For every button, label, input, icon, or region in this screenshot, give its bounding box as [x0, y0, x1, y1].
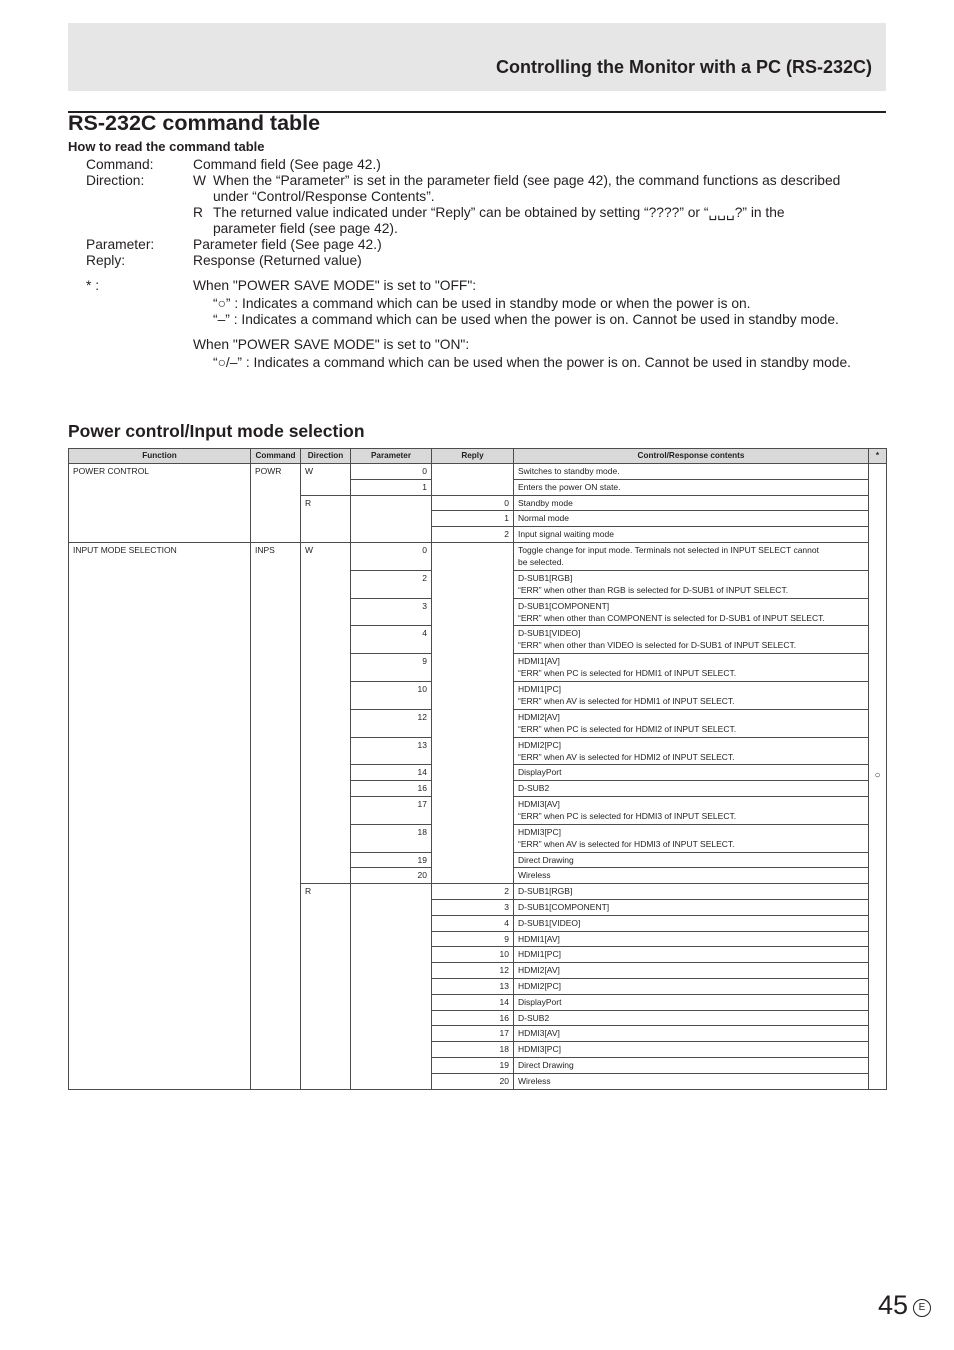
direction-cell: R — [301, 495, 351, 542]
contents-cell: HDMI3[AV] “ERR” when PC is selected for HDMI3 of INPUT SELECT. — [514, 796, 869, 824]
contents-cell: D-SUB1[RGB] “ERR” when other than RGB is selected for D-SUB1 of INPUT SELECT. — [514, 570, 869, 598]
parameter-cell: 20 — [351, 868, 432, 884]
reply-cell: 2 — [432, 884, 514, 900]
contents-cell: HDMI3[PC] — [514, 1042, 869, 1058]
header-reply: Reply — [432, 449, 514, 464]
power-save-on-line1: “○/–” : Indicates a command which can be used when the power is on. Cannot be used in standby mode. — [213, 355, 851, 370]
parameter-cell — [351, 884, 432, 1089]
power-save-off-line2: “–” : Indicates a command which can be used when the power is on. Cannot be used in standby mode. — [213, 312, 839, 327]
contents-cell: DisplayPort — [514, 994, 869, 1010]
parameter-cell: 16 — [351, 781, 432, 797]
contents-cell: HDMI2[PC] — [514, 978, 869, 994]
reply-cell: 14 — [432, 994, 514, 1010]
contents-cell: HDMI2[PC] “ERR” when AV is selected for HDMI2 of INPUT SELECT. — [514, 737, 869, 765]
parameter-cell: 0 — [351, 542, 432, 570]
contents-cell: HDMI3[AV] — [514, 1026, 869, 1042]
command-cell: INPS — [251, 542, 301, 1089]
reply-label: Reply: — [86, 253, 126, 268]
reply-cell: 18 — [432, 1042, 514, 1058]
contents-cell: HDMI1[PC] — [514, 947, 869, 963]
direction-r-letter: R — [193, 205, 203, 220]
parameter-cell: 18 — [351, 824, 432, 852]
power-save-on-heading: When "POWER SAVE MODE" is set to "ON": — [193, 337, 470, 352]
howto-heading: How to read the command table — [68, 139, 265, 154]
contents-cell: D-SUB2 — [514, 781, 869, 797]
header-command: Command — [251, 449, 301, 464]
direction-r-line2: parameter field (see page 42). — [213, 221, 398, 236]
reply-cell: 17 — [432, 1026, 514, 1042]
command-table — [68, 448, 887, 1090]
reply-cell: 12 — [432, 963, 514, 979]
star-label: * : — [86, 278, 100, 293]
contents-cell: Direct Drawing — [514, 1057, 869, 1073]
reply-cell: 13 — [432, 978, 514, 994]
reply-cell — [432, 542, 514, 883]
contents-cell: Enters the power ON state. — [514, 479, 869, 495]
command-cell: POWR — [251, 464, 301, 543]
parameter-cell: 19 — [351, 852, 432, 868]
parameter-cell: 4 — [351, 626, 432, 654]
reply-cell — [432, 464, 514, 496]
contents-cell: HDMI2[AV] “ERR” when PC is selected for HDMI2 of INPUT SELECT. — [514, 709, 869, 737]
parameter-cell: 0 — [351, 464, 432, 480]
parameter-cell: 2 — [351, 570, 432, 598]
contents-cell: D-SUB1[VIDEO] “ERR” when other than VIDEO is selected for D-SUB1 of INPUT SELECT. — [514, 626, 869, 654]
contents-cell: HDMI1[AV] “ERR” when PC is selected for HDMI1 of INPUT SELECT. — [514, 654, 869, 682]
direction-cell: W — [301, 464, 351, 496]
contents-cell: Toggle change for input mode. Terminals not selected in INPUT SELECT cannot be selected. — [514, 542, 869, 570]
header-direction: Direction — [301, 449, 351, 464]
command-text: Command field (See page 42.) — [193, 157, 381, 172]
contents-cell: D-SUB2 — [514, 1010, 869, 1026]
table-row — [69, 542, 887, 570]
parameter-label: Parameter: — [86, 237, 155, 252]
header-parameter: Parameter — [351, 449, 432, 464]
contents-cell: D-SUB1[COMPONENT] “ERR” when other than COMPONENT is selected for D-SUB1 of INPUT SELECT. — [514, 598, 869, 626]
parameter-cell: 17 — [351, 796, 432, 824]
contents-cell: HDMI1[AV] — [514, 931, 869, 947]
parameter-text: Parameter field (See page 42.) — [193, 237, 382, 252]
reply-cell: 10 — [432, 947, 514, 963]
contents-cell: HDMI3[PC] “ERR” when AV is selected for HDMI3 of INPUT SELECT. — [514, 824, 869, 852]
contents-cell: Normal mode — [514, 511, 869, 527]
reply-cell: 2 — [432, 527, 514, 543]
contents-cell: HDMI1[PC] “ERR” when AV is selected for HDMI1 of INPUT SELECT. — [514, 681, 869, 709]
direction-r-line1: The returned value indicated under “Reply” can be obtained by setting “????” or “␣␣␣?” in the — [213, 205, 785, 220]
direction-cell: W — [301, 542, 351, 883]
contents-cell: Standby mode — [514, 495, 869, 511]
contents-cell: D-SUB1[VIDEO] — [514, 915, 869, 931]
table-header-row — [69, 449, 887, 464]
contents-cell: Direct Drawing — [514, 852, 869, 868]
subsection-title: Power control/Input mode selection — [68, 421, 365, 441]
parameter-cell: 10 — [351, 681, 432, 709]
reply-cell: 4 — [432, 915, 514, 931]
reply-cell: 9 — [432, 931, 514, 947]
function-cell: POWER CONTROL — [69, 464, 251, 543]
power-save-off-line1: “○” : Indicates a command which can be used in standby mode or when the power is on. — [213, 296, 751, 311]
parameter-cell: 13 — [351, 737, 432, 765]
contents-cell: D-SUB1[COMPONENT] — [514, 899, 869, 915]
contents-cell: Input signal waiting mode — [514, 527, 869, 543]
chapter-title: Controlling the Monitor with a PC (RS-232C) — [496, 57, 872, 77]
parameter-cell: 3 — [351, 598, 432, 626]
contents-cell: HDMI2[AV] — [514, 963, 869, 979]
direction-label: Direction: — [86, 173, 145, 188]
page-number: 45 — [878, 1290, 909, 1320]
language-mark-icon: E — [913, 1299, 931, 1317]
header-band — [68, 23, 886, 91]
contents-cell: Wireless — [514, 868, 869, 884]
contents-cell: Switches to standby mode. — [514, 464, 869, 480]
direction-w-line2: under “Control/Response Contents”. — [213, 189, 435, 204]
direction-w-letter: W — [193, 173, 207, 188]
parameter-cell: 14 — [351, 765, 432, 781]
reply-text: Response (Returned value) — [193, 253, 362, 268]
header-function: Function — [69, 449, 251, 464]
command-label: Command: — [86, 157, 154, 172]
table-row — [69, 464, 887, 480]
direction-w-line1: When the “Parameter” is set in the parameter field (see page 42), the command functions as described — [213, 173, 841, 188]
parameter-cell — [351, 495, 432, 542]
reply-cell: 0 — [432, 495, 514, 511]
reply-cell: 20 — [432, 1073, 514, 1089]
direction-cell: R — [301, 884, 351, 1089]
contents-cell: DisplayPort — [514, 765, 869, 781]
reply-cell: 3 — [432, 899, 514, 915]
header-contents: Control/Response contents — [514, 449, 869, 464]
page-title: RS-232C command table — [68, 111, 321, 135]
header-availability: * — [869, 449, 887, 464]
reply-cell: 16 — [432, 1010, 514, 1026]
contents-cell: Wireless — [514, 1073, 869, 1089]
contents-cell: D-SUB1[RGB] — [514, 884, 869, 900]
parameter-cell: 12 — [351, 709, 432, 737]
reply-cell: 1 — [432, 511, 514, 527]
function-cell: INPUT MODE SELECTION — [69, 542, 251, 1089]
parameter-cell: 9 — [351, 654, 432, 682]
reply-cell: 19 — [432, 1057, 514, 1073]
availability-cell: ○ — [869, 464, 887, 1090]
power-save-off-heading: When "POWER SAVE MODE" is set to "OFF": — [193, 278, 477, 293]
parameter-cell: 1 — [351, 479, 432, 495]
